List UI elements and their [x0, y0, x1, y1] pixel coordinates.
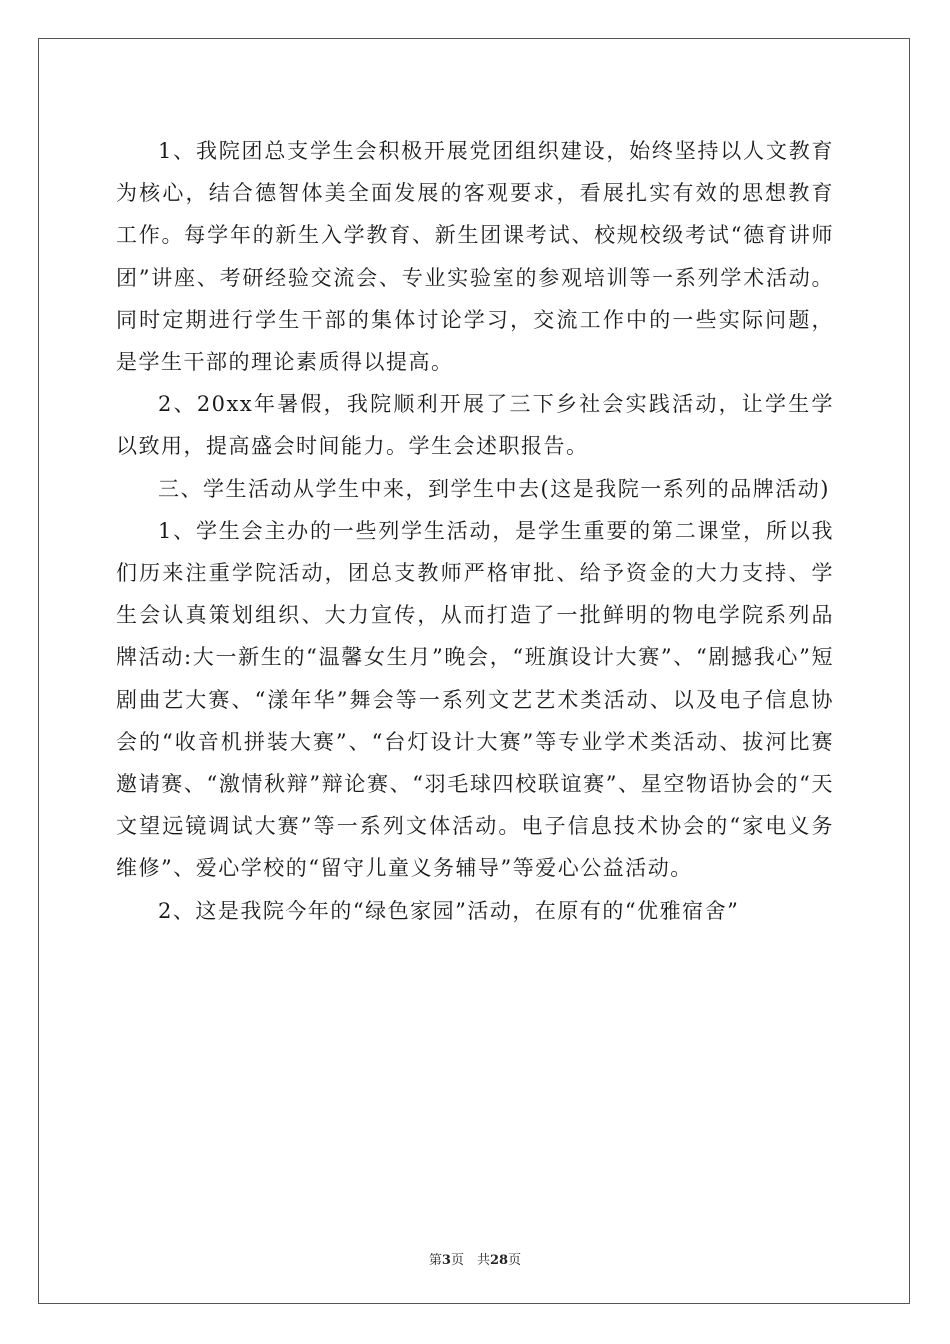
paragraph-1: 1、我院团总支学生会积极开展党团组织建设，始终坚持以人文教育为核心，结合德智体美全面发展的客观要求，看展扎实有效的思想教育工作。每学年的新生入学教育、新生团课考试、校规校级考试“德育讲师团”讲座、考研经验交流会、专业实验室的参观培训等一系列学术活动。同时定期进行学生干部的集体讨论学习，交流工作中的一些实际问题，是学生干部的理论素质得以提高。 [116, 139, 834, 375]
section-heading-3: 三、学生活动从学生中来，到学生中去(这是我院一系列的品牌活动) [158, 476, 830, 501]
footer-prefix: 第 [428, 1253, 442, 1268]
page-footer [0, 1249, 950, 1268]
current-page-number: 3 [441, 1253, 451, 1268]
paragraph-5: 2、这是我院今年的“绿色家园”活动，在原有的“优雅宿舍” [158, 898, 740, 923]
total-page-count: 28 [489, 1253, 509, 1268]
paragraph-4: 1、学生会主办的一些列学生活动，是学生重要的第二课堂，所以我们历来注重学院活动，团总支教师严格审批、给予资金的大力支持、学生会认真策划组织、大力宣传，从而打造了一批鲜明的物电学院系列品牌活动:大一新生的“温馨女生月”晚会，“班旗设计大赛”、“剧撼我心”短剧曲艺大赛、“漾年华”舞会等一系列文艺艺术类活动、以及电子信息协会的“收音机拼装大赛”、“台灯设计大赛”等专业学术类活动、拔河比赛邀请赛、“激情秋辩”辩论赛、“羽毛球四校联谊赛”、星空物语协会的“天文望远镜调试大赛”等一系列文体活动。电子信息技术协会的“家电义务维修”、爱心学校的“留守儿童义务辅导”等爱心公益活动。 [116, 518, 834, 881]
footer-mid: 页 共 [450, 1253, 490, 1268]
paragraph-2: 2、20xx年暑假，我院顺利开展了三下乡社会实践活动，让学生学以致用，提高盛会时间能力。学生会述职报告。 [116, 392, 834, 459]
footer-suffix: 页 [508, 1253, 522, 1268]
document-body [116, 130, 834, 932]
